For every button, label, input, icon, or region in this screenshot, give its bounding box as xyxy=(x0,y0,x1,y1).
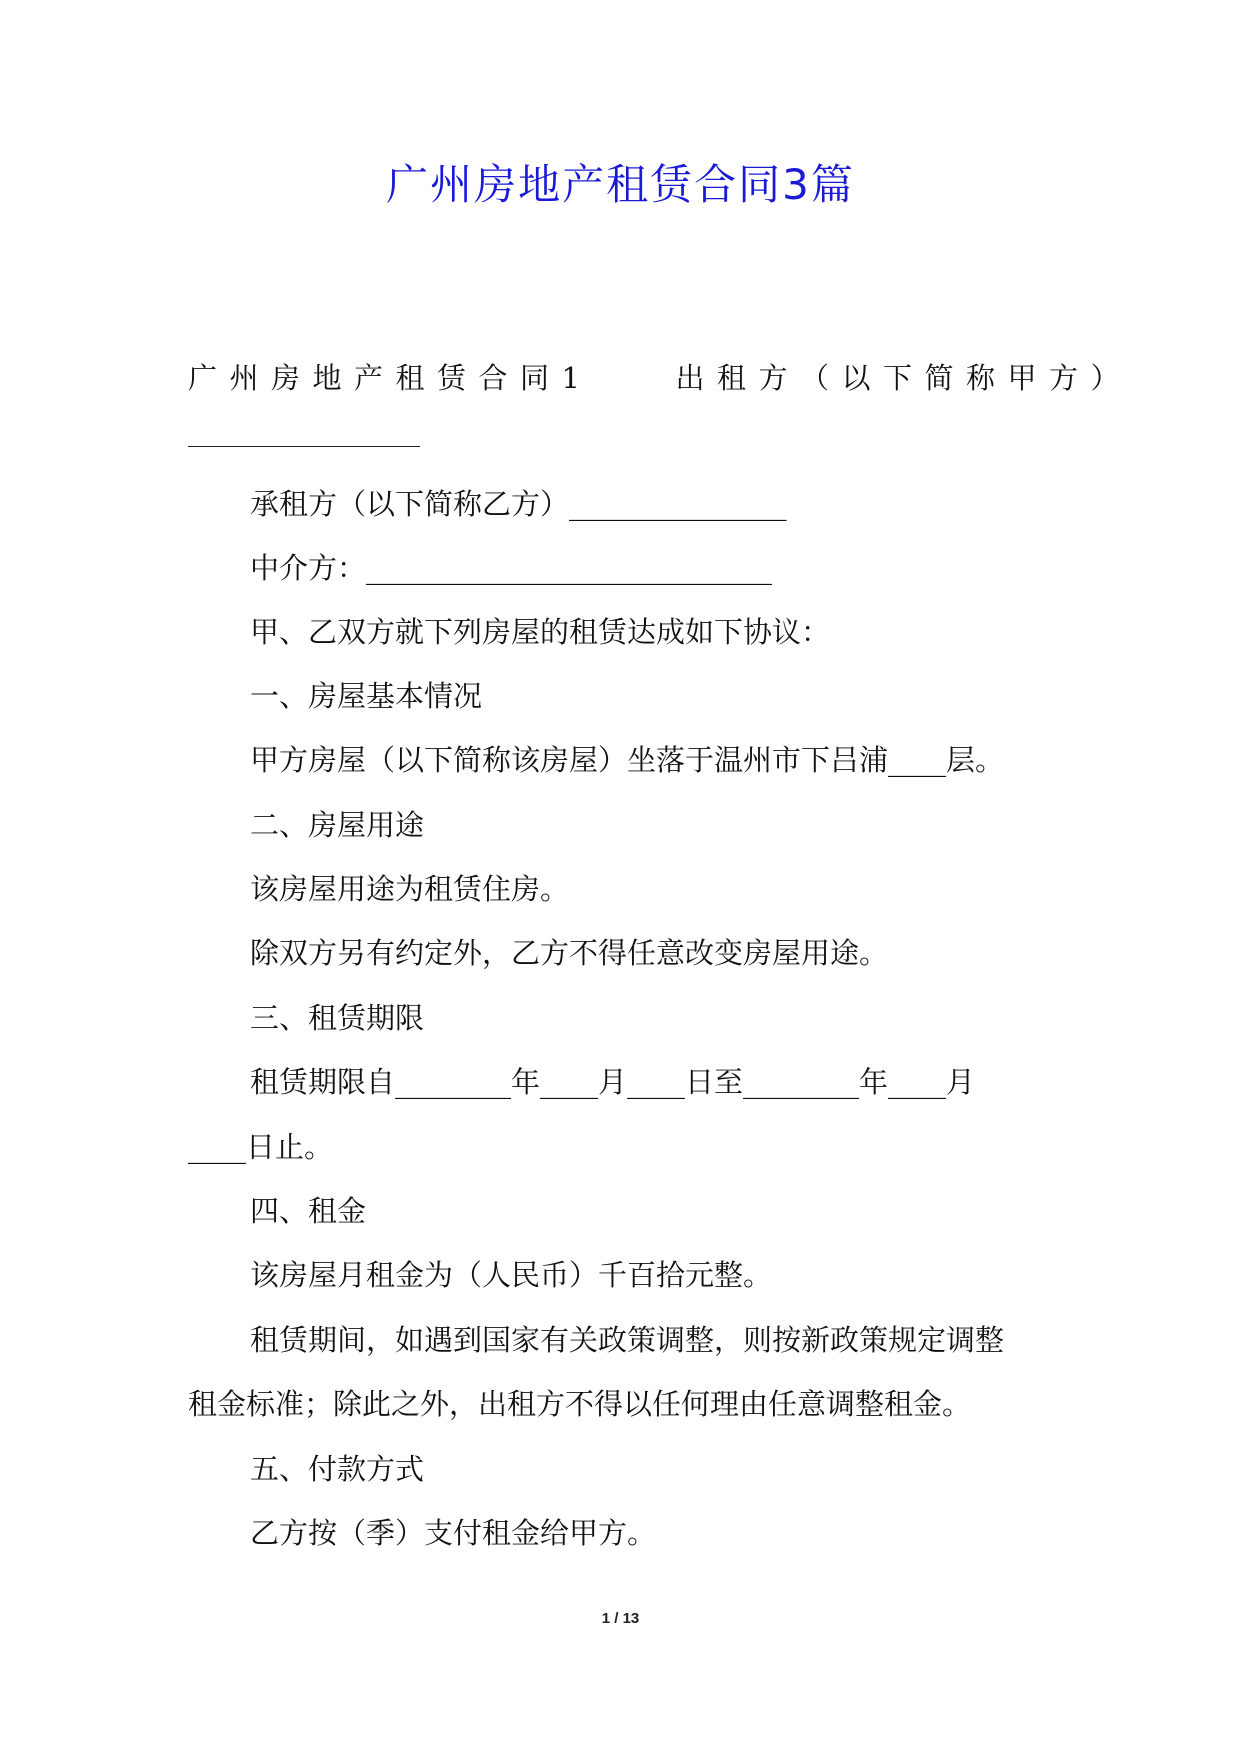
section-5-body: 乙方按（季）支付租金给甲方。 xyxy=(250,1516,657,1550)
lessee-line: 承租方（以下简称乙方）_______________ xyxy=(250,487,787,521)
agent-line: 中介方：____________________________ xyxy=(250,551,773,585)
agreement-intro: 甲、乙双方就下列房屋的租赁达成如下协议： xyxy=(250,615,831,649)
party-a-blank-line xyxy=(188,446,420,447)
section-3-body: 租赁期限自________年____月____日至________年____月 xyxy=(250,1065,976,1099)
contract-1-heading-line: 广州房地产租赁合同1 出租方（以下简称甲方） xyxy=(188,361,1132,395)
section-4-heading: 四、租金 xyxy=(250,1194,367,1228)
section-1-body: 甲方房屋（以下简称该房屋）坐落于温州市下吕浦____层。 xyxy=(250,743,1005,777)
document-title: 广州房地产租赁合同3篇 xyxy=(386,160,855,209)
page-number: 1 / 13 xyxy=(601,1610,640,1627)
section-2-body-2: 除双方另有约定外，乙方不得任意改变房屋用途。 xyxy=(250,936,889,970)
section-1-heading: 一、房屋基本情况 xyxy=(250,679,483,713)
section-3-body-cont: ____日止。 xyxy=(188,1130,334,1164)
section-2-heading: 二、房屋用途 xyxy=(250,808,425,842)
section-4-body-2: 租赁期间，如遇到国家有关政策调整，则按新政策规定调整 xyxy=(250,1323,1005,1357)
section-4-body-2-cont: 租金标准；除此之外，出租方不得以任何理由任意调整租金。 xyxy=(188,1387,972,1421)
section-4-body-1: 该房屋月租金为（人民币）千百拾元整。 xyxy=(250,1258,773,1292)
section-3-heading: 三、租赁期限 xyxy=(250,1001,425,1035)
section-5-heading: 五、付款方式 xyxy=(250,1452,425,1486)
section-2-body-1: 该房屋用途为租赁住房。 xyxy=(250,872,570,906)
